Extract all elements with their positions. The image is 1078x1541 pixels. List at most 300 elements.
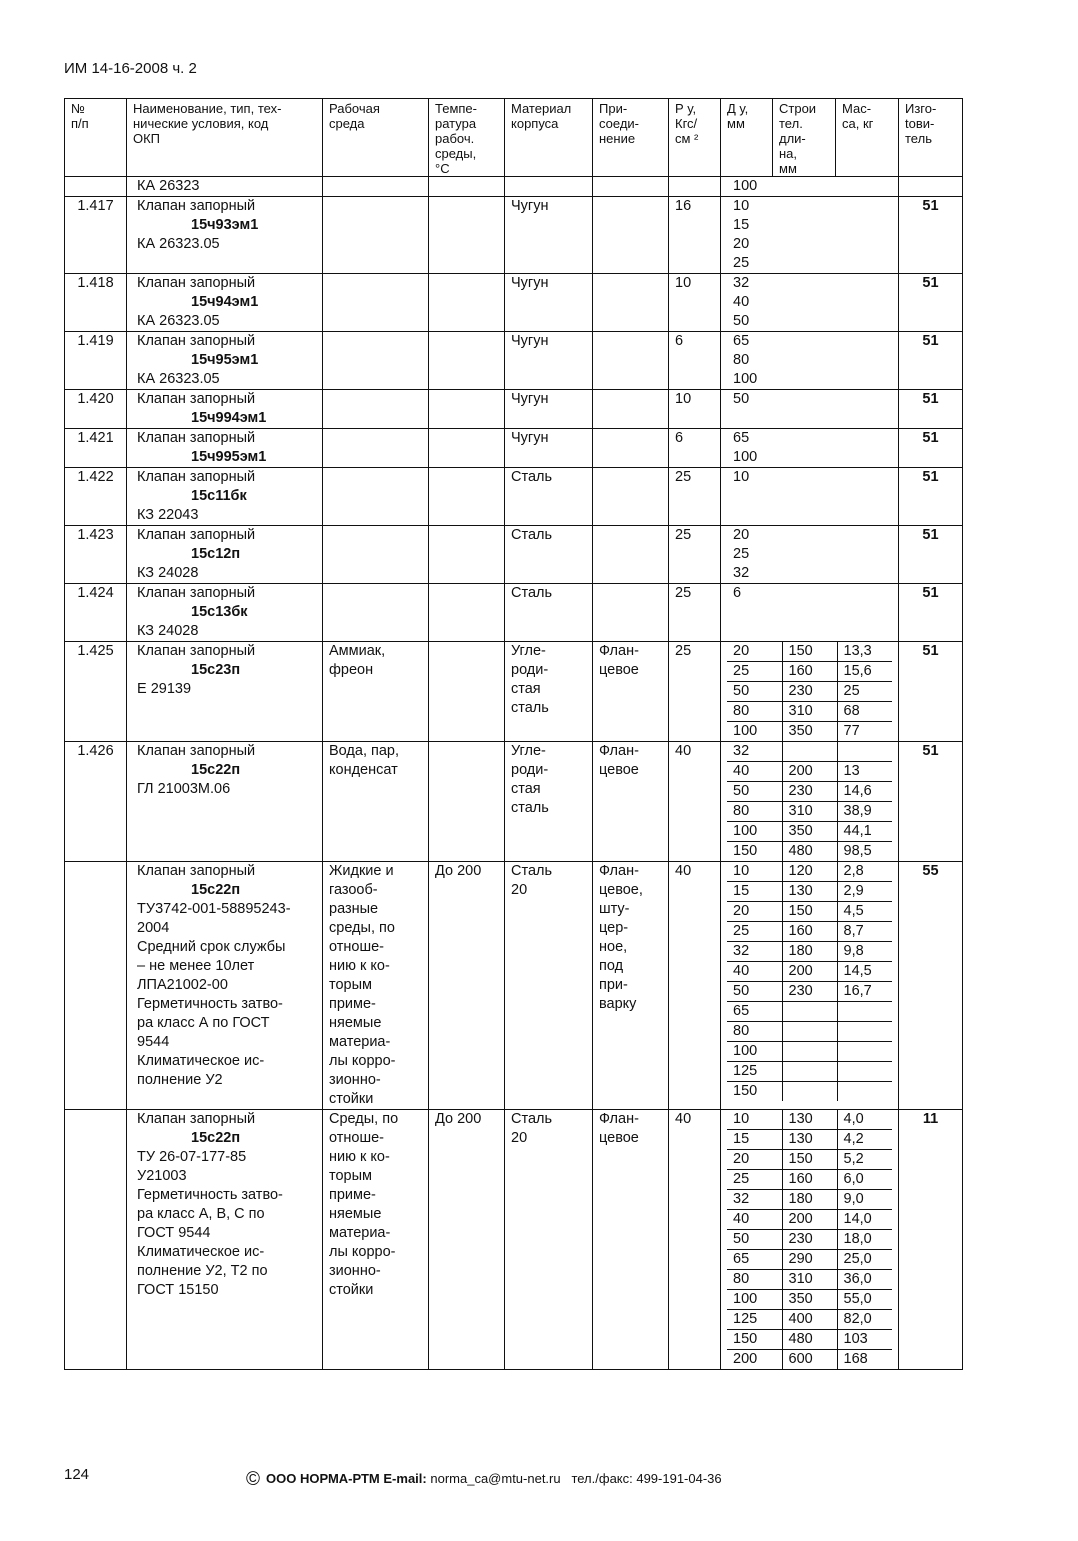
footer-phone: тел./факс: 499-191-04-36 [571,1471,722,1486]
valve-mass: 168 [843,1351,868,1367]
valve-name-cell [127,274,323,332]
valve-mass: 13 [837,762,892,782]
body-material: Угле- роди- стая сталь [505,742,593,862]
valve-mass: 14,6 [837,782,892,802]
valve-mass: 13,3 [837,642,892,662]
working-medium [323,584,429,642]
size-row [727,842,892,862]
connection-type [593,584,669,642]
construction-length [782,742,837,762]
size-row [727,1130,892,1150]
construction-length: 230 [782,682,837,702]
size-row [727,254,892,273]
table-header-row [65,99,963,177]
nominal-diameter: 15 [727,882,782,902]
size-row [727,564,892,583]
medium-temperature [429,274,505,332]
size-row [727,882,892,902]
size-row [727,584,892,603]
connection-type: Флан- цевое [593,1110,669,1370]
size-row [727,1082,892,1102]
construction-length: 400 [782,1310,837,1330]
body-material: Сталь [505,468,593,526]
col-header-name: Наименование, тип, тех- нические условия, код ОКП [127,99,323,177]
nominal-diameter: 32 [733,275,750,291]
valve-spec-line: Климатическое ис- полнение У2 [137,1053,265,1088]
valve-type-code: 15с13бк [191,604,248,620]
manufacturer-code: 55 [899,862,963,1110]
nominal-diameter: 150 [727,842,782,862]
valve-mass [837,390,892,409]
nominal-diameter: 65 [733,430,750,446]
medium-temperature [429,332,505,390]
valve-mass [837,216,892,235]
size-row [727,1002,892,1022]
connection-type [593,332,669,390]
connection-type [593,197,669,274]
medium-temperature [429,197,505,274]
nominal-diameter: 40 [733,294,750,310]
nominal-pressure: 25 [669,584,721,642]
construction-length: 150 [782,902,837,922]
nominal-diameter: 100 [727,1042,782,1062]
valve-mass [837,429,892,448]
valve-mass [837,742,892,762]
nominal-pressure: 40 [669,1110,721,1370]
nominal-diameter: 100 [727,822,782,842]
valve-type-code: 15с23п [191,662,241,678]
valve-mass [837,468,892,487]
construction-length [782,526,837,545]
nominal-diameter: 50 [733,313,750,329]
nominal-diameter: 20 [733,527,750,543]
valve-mass: 9,8 [837,942,892,962]
connection-type: Флан- цевое, шту- цер- ное, под при- варку [593,862,669,1110]
row-number: 1.420 [65,390,127,429]
nominal-diameter: 6 [733,585,742,601]
connection-type [593,526,669,584]
valve-mass [837,274,892,293]
construction-length [782,177,837,196]
manufacturer-code: 51 [899,584,963,642]
size-row [727,1290,892,1310]
nominal-diameter: 125 [727,1310,782,1330]
construction-length: 160 [782,1170,837,1190]
manufacturer-code: 51 [899,274,963,332]
col-header-temperature: Темпе- ратура рабоч. среды, °С [429,99,505,177]
valve-mass [837,526,892,545]
valve-mass: 8,7 [837,922,892,942]
nominal-diameter: 20 [727,902,782,922]
table-row [65,862,963,1110]
valve-name: Клапан запорный [137,743,256,759]
valve-mass [837,254,892,273]
working-medium [323,177,429,197]
valve-mass: 16,7 [837,982,892,1002]
body-material: Чугун [505,429,593,468]
valve-type-code: 15с11бк [191,488,247,504]
page-number: 124 [64,1466,90,1483]
valve-spec-line: ЛПА21002-00 [137,977,228,993]
valve-spec-line: Герметичность затво- ра класс А, В, С по ГОСТ 9544 [137,1187,283,1241]
size-table [727,177,892,196]
col-header-pressure: Р у, Кгс/ см ² [669,99,721,177]
valve-name: Клапан запорный [137,863,256,879]
construction-length [782,564,837,583]
size-row [727,1250,892,1270]
col-header-manufacturer: Изго- tови- тель [899,99,963,177]
valve-name: Клапан запорный [137,275,256,291]
size-row [727,702,892,722]
table-row [65,274,963,332]
manufacturer-code: 51 [899,742,963,862]
valve-type-code: 15с22п [191,882,241,898]
manufacturer-code: 51 [899,468,963,526]
size-row [727,962,892,982]
row-number: 1.421 [65,429,127,468]
size-row [727,235,892,254]
col-header-nominal-diameter: Д у, мм [721,99,773,177]
valve-spec-line: ТУ3742-001-58895243- 2004 [137,901,291,936]
connection-type [593,429,669,468]
valve-mass: 14,5 [837,962,892,982]
valve-mass [837,351,892,370]
body-material: Сталь [505,584,593,642]
footer-email: norma_ca@mtu-net.ru [430,1471,561,1486]
valve-spec-line: Климатическое ис- полнение У2, Т2 по ГОСТ 15150 [137,1244,268,1298]
valve-mass: 18,0 [837,1230,892,1250]
footer-copyright [246,1469,722,1491]
valve-mass [837,1082,892,1102]
size-row [727,312,892,331]
construction-length [782,390,837,409]
valve-name-cell [127,390,323,429]
size-row [727,448,892,467]
valve-type-code: 15ч93эм1 [191,217,259,233]
construction-length: 230 [782,982,837,1002]
nominal-pressure: 40 [669,742,721,862]
table-row [65,390,963,429]
size-table [727,274,892,331]
construction-length [782,1022,837,1042]
size-row [727,762,892,782]
valve-name: Клапан запорный [137,333,256,349]
working-medium [323,390,429,429]
working-medium [323,429,429,468]
manufacturer-code: 51 [899,642,963,742]
valve-mass: 38,9 [837,802,892,822]
valve-mass [837,177,892,196]
connection-type [593,177,669,197]
nominal-diameter: 10 [733,469,750,485]
nominal-diameter: 80 [727,802,782,822]
size-table-cell [721,429,899,468]
size-row [727,942,892,962]
valve-spec-line: Средний срок службы – не менее 10лет [137,939,286,974]
col-header-material: Материал корпуса [505,99,593,177]
row-number: 1.426 [65,742,127,862]
valve-type-code: 15ч994эм1 [191,410,267,426]
size-table [727,742,892,861]
size-table-cell [721,332,899,390]
size-row [727,197,892,216]
nominal-diameter: 100 [727,722,782,742]
table-row [65,742,963,862]
working-medium: Жидкие и газооб- разные среды, по отноше- нию к ко- торым приме- няемые материа- лы корро- зионно- стойки [323,862,429,1110]
nominal-diameter: 50 [727,682,782,702]
valve-mass: 5,2 [837,1150,892,1170]
nominal-pressure: 10 [669,274,721,332]
construction-length [782,351,837,370]
size-row [727,1350,892,1370]
nominal-diameter: 32 [733,565,750,581]
nominal-pressure: 25 [669,642,721,742]
body-material: Чугун [505,390,593,429]
valve-mass: 2,8 [837,862,892,882]
size-row [727,370,892,389]
valve-mass: 82,0 [837,1310,892,1330]
construction-length [782,584,837,603]
valve-name-cell [127,1110,323,1370]
body-material: Чугун [505,197,593,274]
valve-table [64,98,963,1370]
footer-email-label: E-mail: [383,1471,427,1486]
construction-length: 310 [782,802,837,822]
valve-mass [837,235,892,254]
construction-length: 180 [782,942,837,962]
size-row [727,1022,892,1042]
table-row [65,1110,963,1370]
nominal-diameter: 25 [727,1170,782,1190]
size-row [727,742,892,762]
size-row [727,1330,892,1350]
nominal-diameter: 15 [733,217,750,233]
size-row [727,922,892,942]
size-row [727,390,892,409]
size-row [727,1270,892,1290]
valve-mass: 14,0 [837,1210,892,1230]
size-row [727,526,892,545]
size-table [727,468,892,487]
working-medium: Среды, по отноше- нию к ко- торым приме- няемые материа- лы корро- зионно- стойки [323,1110,429,1370]
construction-length: 350 [782,822,837,842]
construction-length: 150 [782,642,837,662]
nominal-diameter: 80 [727,702,782,722]
manufacturer-code: 51 [899,429,963,468]
valve-mass: 36,0 [837,1270,892,1290]
connection-type [593,274,669,332]
size-row [727,1110,892,1130]
nominal-diameter: 40 [727,962,782,982]
construction-length: 200 [782,962,837,982]
body-material: Угле- роди- стая сталь [505,642,593,742]
nominal-diameter: 50 [727,782,782,802]
nominal-diameter: 20 [733,236,750,252]
table-row [65,526,963,584]
valve-name: Клапан запорный [137,198,256,214]
body-material [505,177,593,197]
construction-length: 200 [782,1210,837,1230]
size-row [727,293,892,312]
valve-name: Клапан запорный [137,1111,256,1127]
size-row [727,274,892,293]
nominal-diameter: 25 [733,546,750,562]
valve-type-code: 15ч94эм1 [191,294,259,310]
valve-mass: 25 [837,682,892,702]
size-row [727,782,892,802]
construction-length [782,468,837,487]
construction-length: 600 [782,1350,837,1370]
nominal-diameter: 40 [727,762,782,782]
valve-spec-line: КЗ 22043 [137,507,199,523]
size-table [727,1110,892,1369]
size-row [727,429,892,448]
table-row [65,332,963,390]
nominal-diameter: 100 [733,371,758,387]
nominal-diameter: 40 [727,1210,782,1230]
valve-mass: 103 [837,1330,892,1350]
construction-length [782,274,837,293]
working-medium [323,526,429,584]
manufacturer-code [899,177,963,197]
medium-temperature [429,642,505,742]
valve-name-cell [127,526,323,584]
valve-name: Клапан запорный [137,527,256,543]
size-table-cell [721,526,899,584]
size-row [727,1042,892,1062]
valve-name: Клапан запорный [137,430,256,446]
nominal-diameter: 80 [733,352,750,368]
construction-length: 310 [782,1270,837,1290]
construction-length: 120 [782,862,837,882]
valve-mass [837,332,892,351]
size-row [727,1230,892,1250]
valve-spec-line: КА 26323.05 [137,371,220,387]
body-material: Чугун [505,274,593,332]
body-material: Сталь 20 [505,862,593,1110]
nominal-diameter: 150 [727,1082,782,1102]
valve-mass: 4,0 [837,1110,892,1130]
construction-length: 480 [782,1330,837,1350]
size-table-cell [721,862,899,1110]
valve-mass [837,564,892,583]
size-row [727,216,892,235]
connection-type: Флан- цевое [593,642,669,742]
working-medium [323,274,429,332]
construction-length [782,216,837,235]
construction-length [782,332,837,351]
nominal-diameter: 50 [733,391,750,407]
nominal-pressure [669,177,721,197]
valve-mass: 4,5 [837,902,892,922]
valve-mass: 25,0 [837,1250,892,1270]
nominal-diameter: 80 [727,1022,782,1042]
medium-temperature: До 200 [429,862,505,1110]
col-header-number: № п/п [65,99,127,177]
valve-mass: 44,1 [837,822,892,842]
size-table [727,429,892,467]
medium-temperature [429,468,505,526]
size-row [727,1310,892,1330]
table-row [65,468,963,526]
valve-name-cell [127,332,323,390]
construction-length [782,312,837,331]
valve-mass [837,370,892,389]
nominal-diameter: 25 [733,255,750,271]
valve-name-cell [127,197,323,274]
col-header-length: Строи тел. дли- на, мм [773,99,836,177]
size-table-cell [721,274,899,332]
body-material: Чугун [505,332,593,390]
valve-name-cell [127,642,323,742]
nominal-diameter: 15 [727,1130,782,1150]
valve-mass: 77 [843,723,860,739]
construction-length: 230 [782,1230,837,1250]
manufacturer-code: 51 [899,197,963,274]
nominal-diameter: 25 [727,662,782,682]
size-row [727,802,892,822]
size-row [727,822,892,842]
valve-mass: 15,6 [837,662,892,682]
valve-spec-line: Е 29139 [137,681,192,697]
construction-length [782,197,837,216]
valve-type-code: 15с12п [191,546,241,562]
working-medium: Аммиак, фреон [323,642,429,742]
construction-length: 310 [782,702,837,722]
construction-length: 350 [782,1290,837,1310]
size-row [727,545,892,564]
valve-name-cell [127,177,323,197]
row-number: 1.418 [65,274,127,332]
valve-name: Клапан запорный [137,391,256,407]
valve-mass [837,197,892,216]
valve-mass [837,1042,892,1062]
valve-spec-line: КЗ 24028 [137,565,199,581]
size-row [727,1210,892,1230]
nominal-diameter: 80 [727,1270,782,1290]
size-table-cell [721,177,899,197]
medium-temperature [429,390,505,429]
size-row [727,351,892,370]
nominal-diameter: 32 [727,742,782,762]
valve-mass [837,1062,892,1082]
valve-name-cell [127,468,323,526]
nominal-diameter: 50 [727,1230,782,1250]
construction-length [782,1062,837,1082]
valve-spec-line: У21003 [137,1168,187,1184]
manufacturer-code: 51 [899,390,963,429]
medium-temperature [429,177,505,197]
size-row [727,862,892,882]
medium-temperature [429,526,505,584]
size-table-cell [721,584,899,642]
valve-mass: 9,0 [837,1190,892,1210]
nominal-pressure: 16 [669,197,721,274]
nominal-diameter: 10 [727,862,782,882]
valve-mass [837,1022,892,1042]
valve-spec-line: ГЛ 21003М.06 [137,781,231,797]
table-row [65,429,963,468]
col-header-medium: Рабочая среда [323,99,429,177]
construction-length [782,429,837,448]
nominal-diameter: 10 [733,198,750,214]
construction-length [782,1042,837,1062]
construction-length: 230 [782,782,837,802]
medium-temperature [429,742,505,862]
nominal-diameter: 200 [727,1350,782,1370]
row-number: 1.417 [65,197,127,274]
nominal-pressure: 6 [669,332,721,390]
